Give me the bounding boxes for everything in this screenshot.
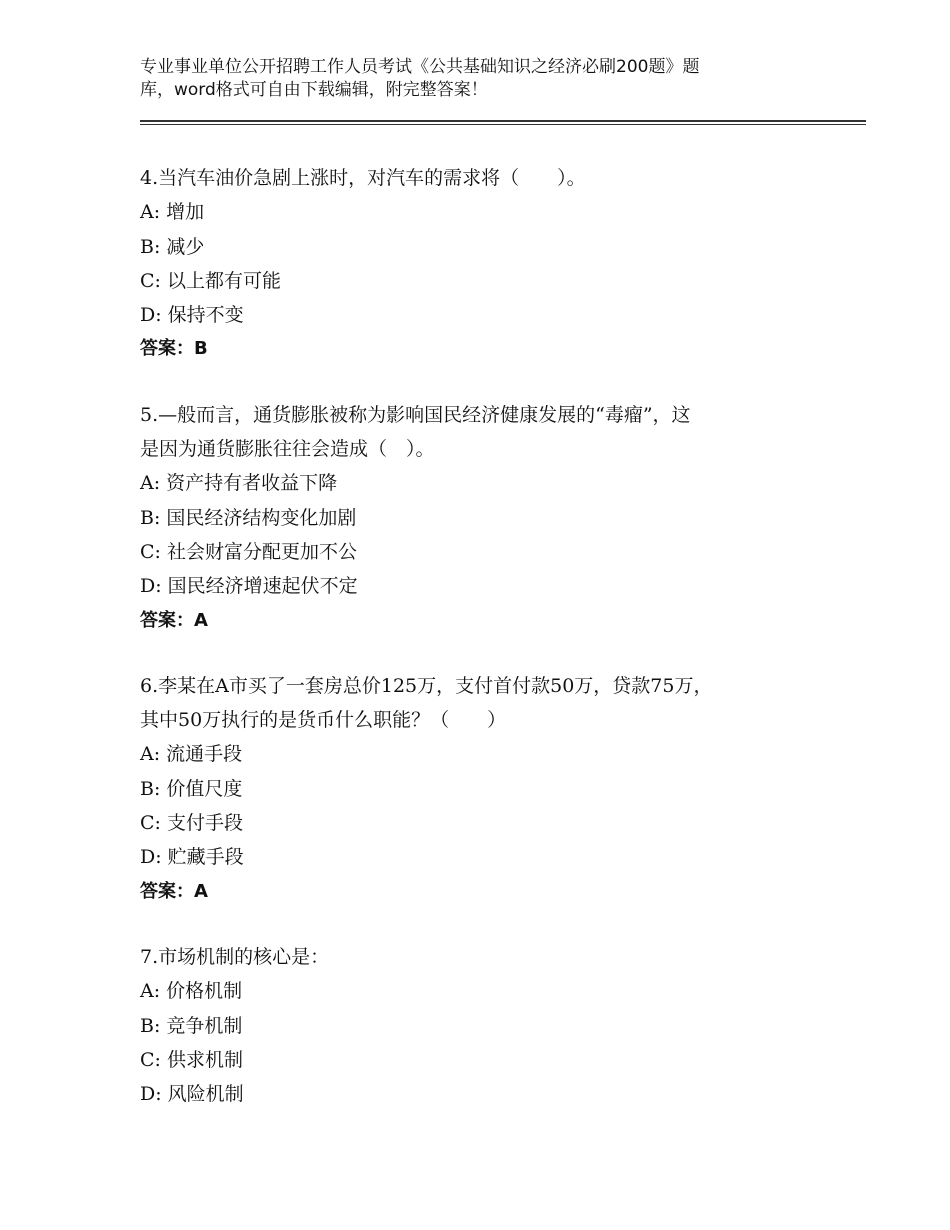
header-line-1: 专业事业单位公开招聘工作人员考试《公共基础知识之经济必刷200题》题 [140,57,700,77]
option-b: B: 减少 [140,235,205,258]
option-a: A: 增加 [140,201,205,224]
header-rule-thick [140,120,866,122]
question-block [140,161,840,367]
option-b: B: 价值尺度 [140,777,243,800]
option-c: C: 供求机制 [140,1048,243,1071]
option-a: A: 资产持有者收益下降 [140,472,338,495]
option-d: D: 贮藏手段 [140,846,244,869]
document-header [140,56,780,102]
answer-label: 答案：A [140,609,208,631]
question-stem-line: 5.—般而言，通货膨胀被称为影响国民经济健康发展的“毒瘤”，这 [140,403,691,426]
option-b: B: 竞争机制 [140,1014,243,1037]
option-b: B: 国民经济结构变化加剧 [140,506,357,529]
question-stem-line: 6.李某在A市买了一套房总价125万，支付首付款50万，贷款75万， [140,674,713,697]
question-stem-line: 是因为通货膨胀往往会造成（ ）。 [140,438,435,461]
option-d: D: 国民经济增速起伏不定 [140,575,358,598]
answer-label: 答案：A [140,880,208,902]
question-stem-line: 7.市场机制的核心是： [140,945,330,968]
header-line-2: 库，word格式可自由下载编辑，附完整答案！ [140,80,488,100]
question-block [140,669,840,909]
question-list [140,161,840,1142]
option-c: C: 支付手段 [140,812,243,835]
answer-label: 答案：B [140,338,208,360]
option-a: A: 价格机制 [140,980,243,1003]
question-block [140,940,840,1111]
question-stem-line: 4.当汽车油价急剧上涨时，对汽车的需求将（ ）。 [140,167,586,189]
option-d: D: 保持不变 [140,304,244,327]
option-d: D: 风险机制 [140,1083,244,1106]
option-c: C: 社会财富分配更加不公 [140,540,357,563]
question-stem-line: 其中50万执行的是货币什么职能？（ ） [140,709,507,732]
option-a: A: 流通手段 [140,743,243,766]
header-rule-thin [140,124,866,125]
option-c: C: 以上都有可能 [140,269,281,292]
question-block [140,398,840,638]
